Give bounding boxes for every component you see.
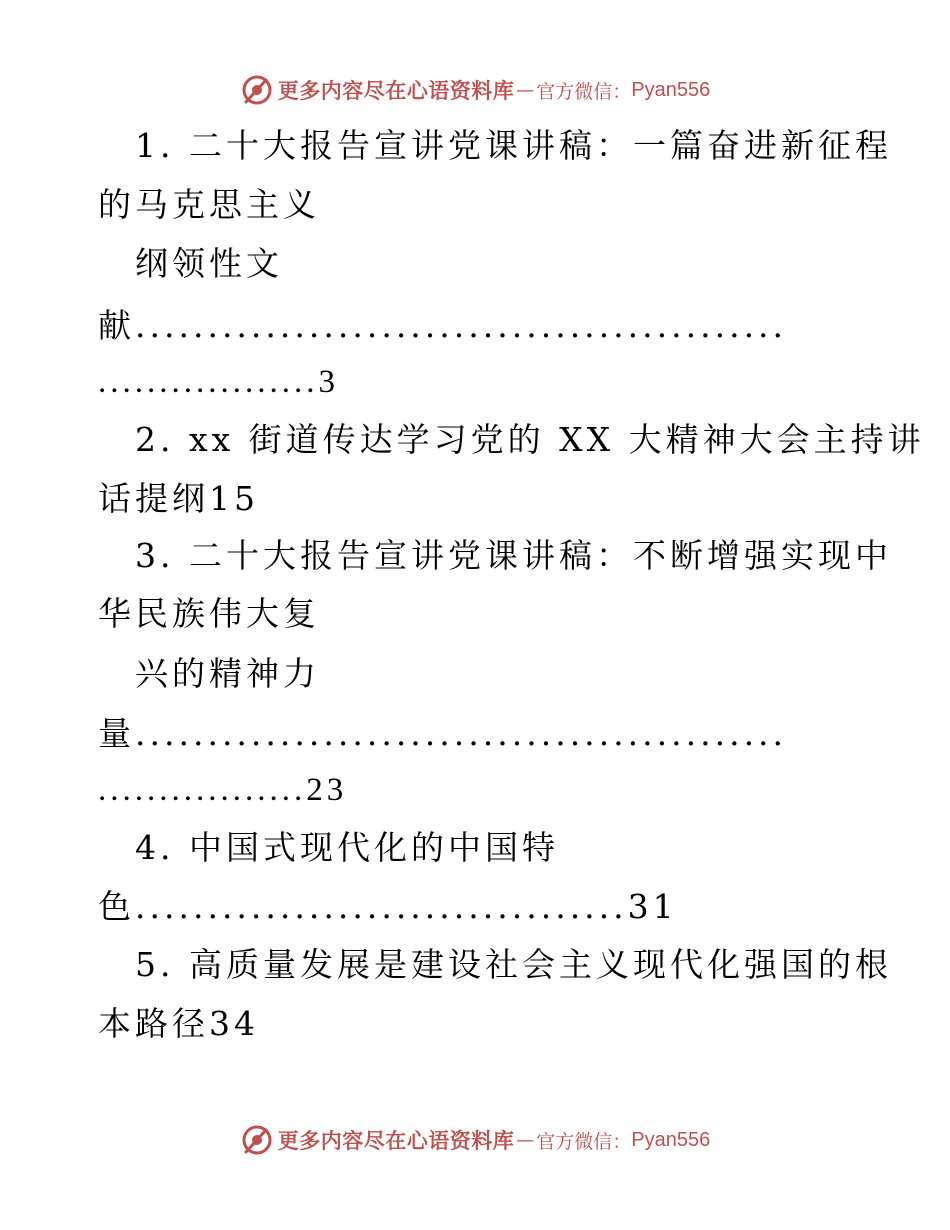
toc-line: 4. 中国式现代化的中国特 bbox=[135, 828, 559, 867]
toc-line: 兴的精神力 bbox=[135, 654, 320, 693]
toc-line: 话提纲15 bbox=[98, 479, 259, 518]
toc-line: ..................3 bbox=[98, 364, 339, 400]
toc-line: 本路径34 bbox=[98, 1004, 259, 1043]
toc-line: .................23 bbox=[98, 772, 348, 808]
toc-line: 色..................................31 bbox=[98, 887, 678, 926]
toc-line: 5. 高质量发展是建设社会主义现代化强国的根 bbox=[135, 945, 892, 984]
header-banner bbox=[0, 70, 950, 110]
footer-wechat-label: 官方微信： bbox=[536, 1130, 632, 1153]
footer-separator: — bbox=[516, 1129, 535, 1151]
pen-logo-icon bbox=[240, 1123, 274, 1157]
header-wechat-label: 官方微信： bbox=[536, 80, 632, 103]
header-separator: — bbox=[516, 79, 535, 101]
toc-line: 献............................................. bbox=[98, 306, 788, 345]
header-brand-text: 更多内容尽在心语资料库 bbox=[277, 78, 515, 103]
pen-logo-icon bbox=[240, 73, 274, 107]
footer-wechat-id: Pyan556 bbox=[631, 1128, 711, 1151]
header-wechat-id: Pyan556 bbox=[631, 78, 711, 101]
toc-line: 1. 二十大报告宣讲党课讲稿：一篇奋进新征程 bbox=[135, 126, 892, 165]
toc-line: 2. xx 街道传达学习党的 XX 大精神大会主持讲 bbox=[135, 420, 925, 459]
toc-line: 纲领性文 bbox=[135, 244, 283, 283]
toc-line: 量............................................. bbox=[98, 714, 788, 753]
toc-line: 的马克思主义 bbox=[98, 185, 320, 224]
toc-line: 华民族伟大复 bbox=[98, 594, 320, 633]
footer-banner bbox=[0, 1120, 950, 1160]
footer-brand-text: 更多内容尽在心语资料库 bbox=[277, 1128, 515, 1153]
toc-line: 3. 二十大报告宣讲党课讲稿：不断增强实现中 bbox=[135, 536, 892, 575]
